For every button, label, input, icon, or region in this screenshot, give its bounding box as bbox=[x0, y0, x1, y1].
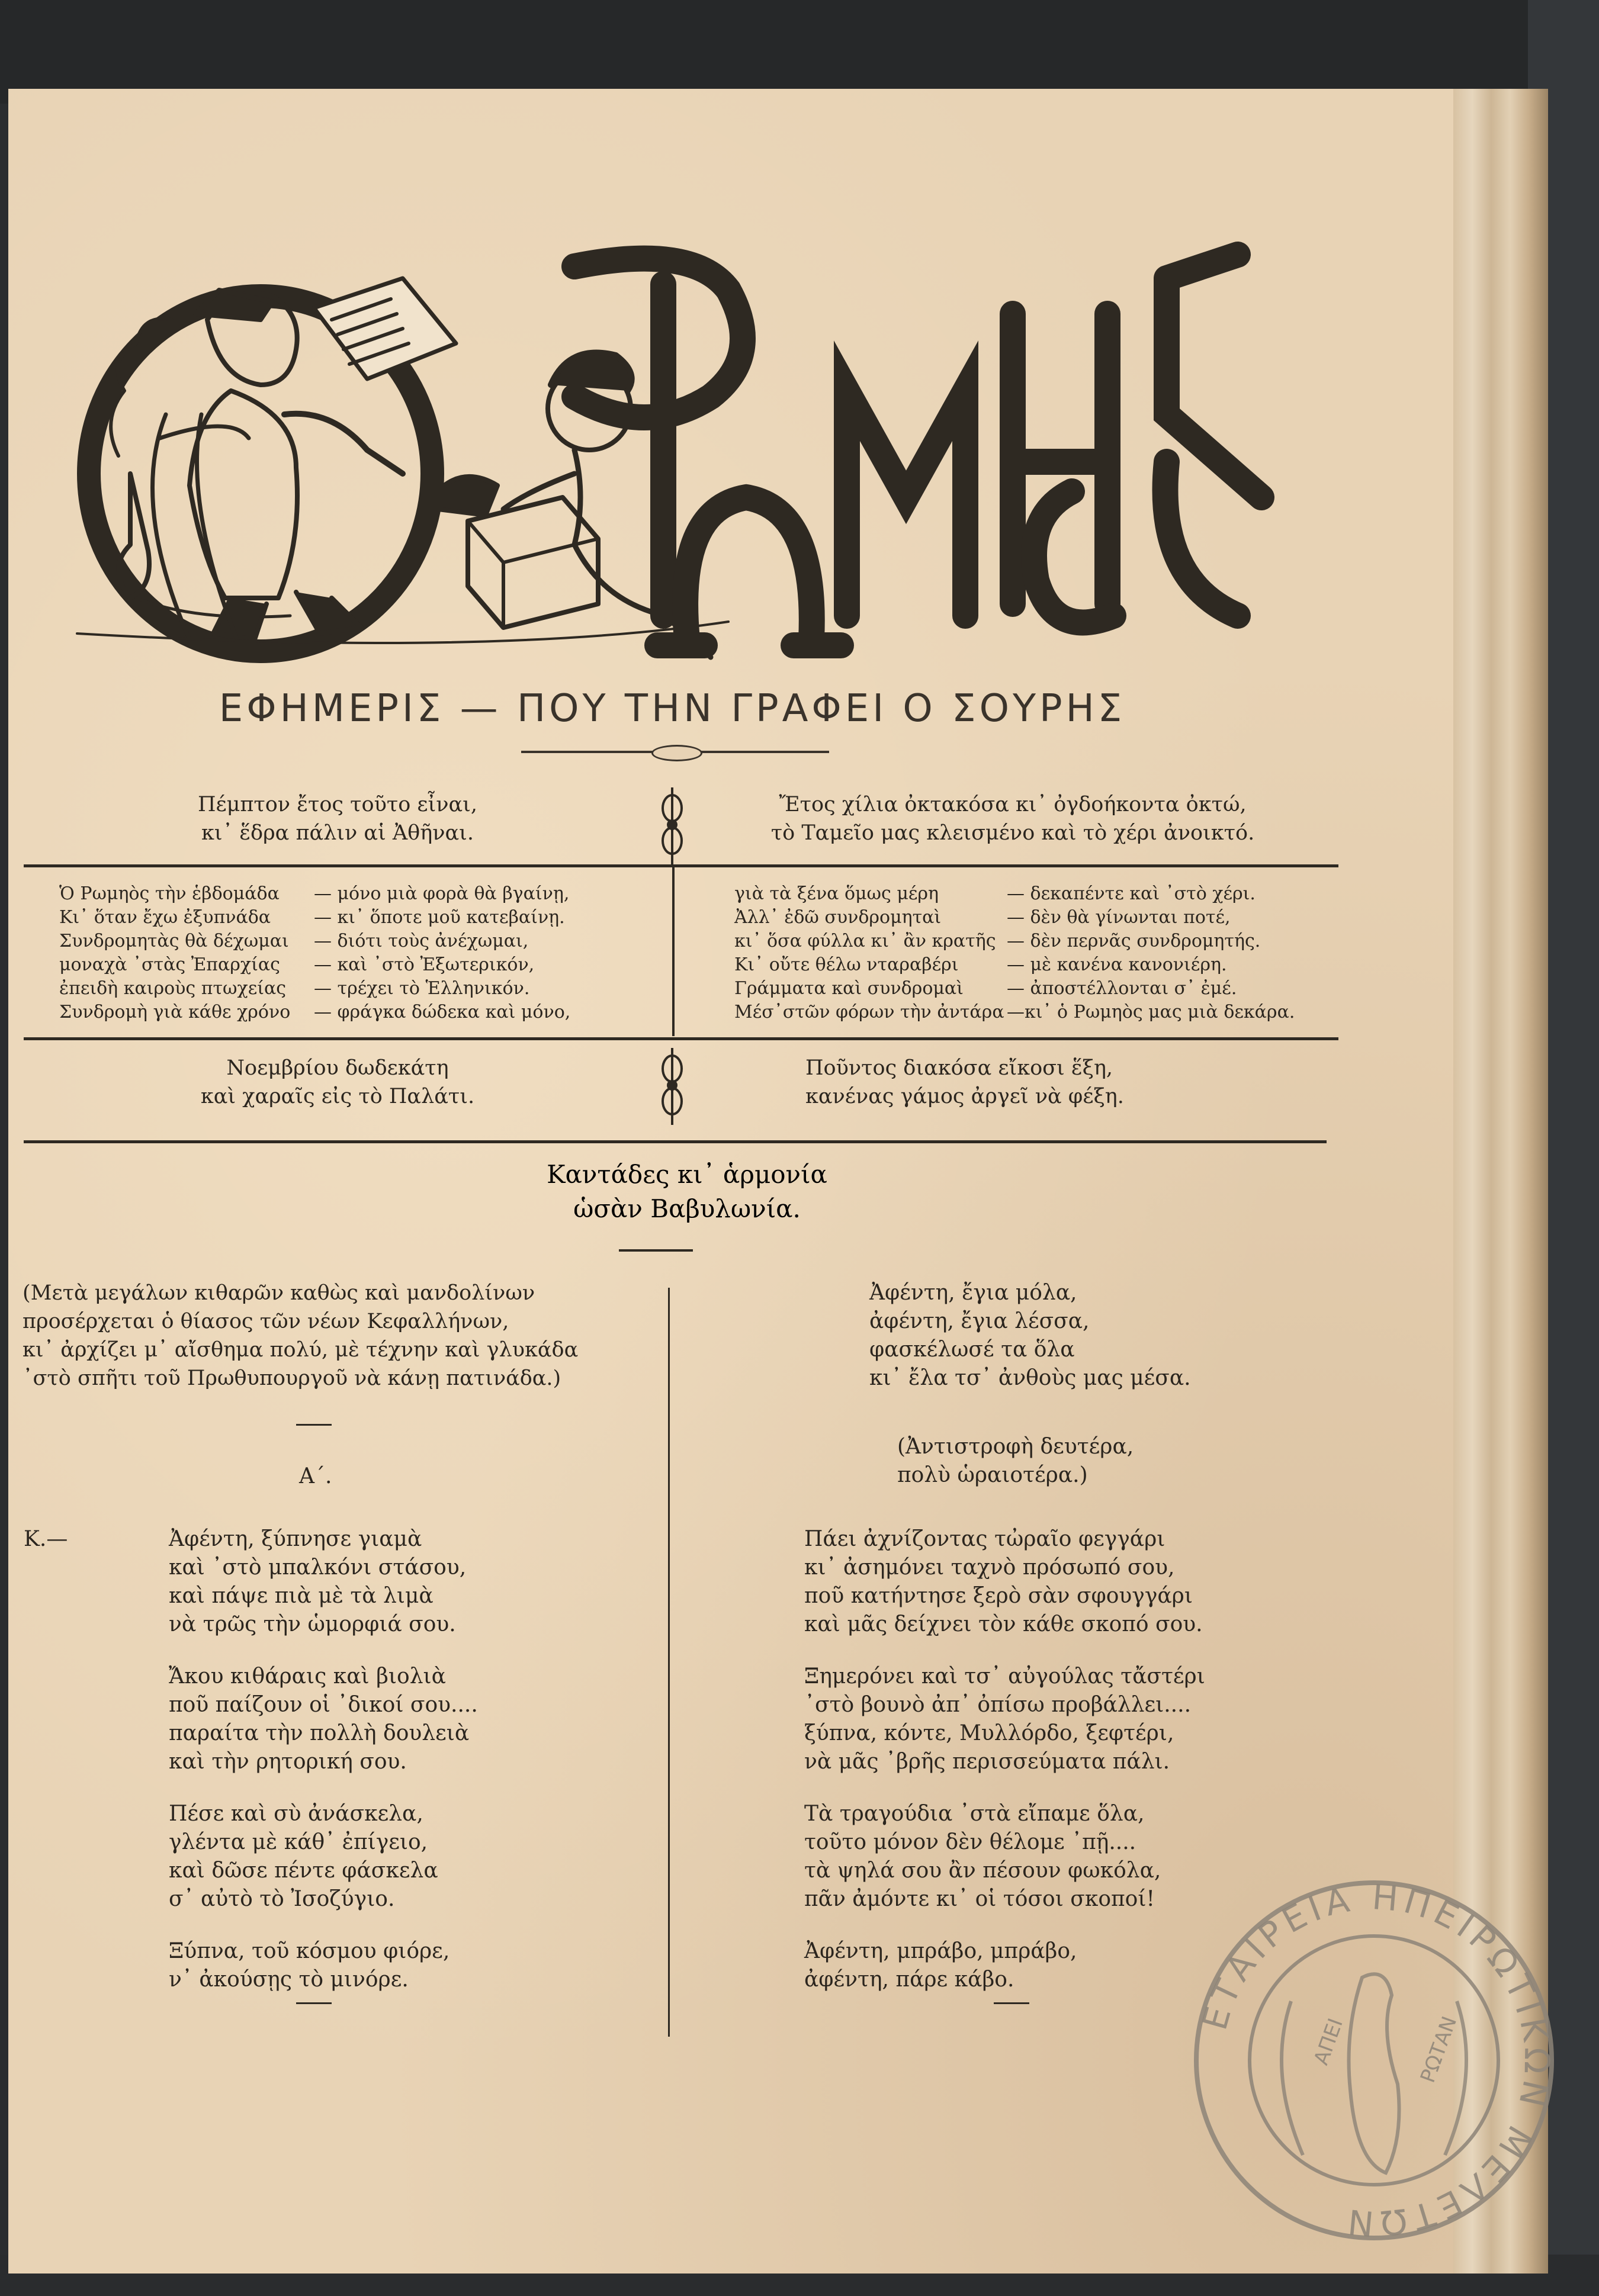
floral-ornament-icon bbox=[657, 1045, 687, 1128]
notice-row bbox=[734, 953, 1338, 977]
stanza bbox=[804, 1662, 1266, 1776]
verse-line: τὸ Ταμεῖο μας κλεισμένο καὶ τὸ χέρι ἀνοικτό. bbox=[770, 821, 1255, 845]
poem-line: προσέρχεται ὁ θίασος τῶν νέων Κεφαλλήνων, bbox=[23, 1310, 509, 1333]
stanza bbox=[169, 1662, 654, 1776]
notice-row bbox=[59, 953, 663, 977]
column-rule bbox=[668, 1288, 670, 2037]
stanza bbox=[169, 1800, 654, 1914]
library-stamp bbox=[1184, 1871, 1563, 2250]
notice-part: — διότι τοὺς ἀνέχωμαι, bbox=[314, 931, 529, 951]
header-verse-left bbox=[160, 790, 515, 847]
poem-line: κι᾽ ἀρχίζει μ᾽ αἴσθημα πολύ, μὲ τέχνην καὶ γλυκάδα bbox=[23, 1338, 579, 1362]
poem-line: γλέντα μὲ κάθ᾽ ἐπίγειο, bbox=[169, 1830, 428, 1854]
section-number: Α΄. bbox=[299, 1464, 332, 1488]
poem-line: πολὺ ὡραιοτέρα.) bbox=[897, 1463, 1088, 1487]
notice-row bbox=[59, 906, 663, 930]
notice-row bbox=[734, 1001, 1338, 1024]
article-title-line: Καντάδες κι᾽ ἁρμονία bbox=[547, 1160, 827, 1189]
poem-line: καὶ πάψε πιὰ μὲ τὰ λιμὰ bbox=[169, 1584, 434, 1608]
notice-right bbox=[734, 882, 1338, 1024]
poem-line: νὰ μᾶς ᾽βρῆς περισσεύματα πάλι. bbox=[804, 1750, 1170, 1774]
speaker-label: Κ.— bbox=[24, 1527, 68, 1551]
notice-part: — φράγκα δώδεκα καὶ μόνο, bbox=[314, 1002, 571, 1022]
rule bbox=[24, 1140, 1327, 1143]
notice-part: — δὲν περνᾶς συνδρομητής. bbox=[1007, 931, 1261, 951]
divider-ornament-center bbox=[651, 745, 702, 761]
poem-line: παραίτα τὴν πολλὴ δουλειὰ bbox=[169, 1721, 470, 1745]
poem-line: ποῦ κατήντησε ξερὸ σὰν σφουγγάρι bbox=[804, 1584, 1193, 1608]
stamp-inner-text: ΑΠΕΙ bbox=[1309, 2015, 1348, 2069]
stamp-ring-text: ΕΤΑΙΡΕΙΑ ΗΠΕΙΡΩΤΙΚΩΝ ΜΕΛΕΤΩΝ bbox=[1194, 1876, 1558, 2244]
date-verse-right bbox=[805, 1054, 1220, 1111]
date-verse-left bbox=[160, 1054, 515, 1111]
verse-line: Ποῦντος διακόσα εἴκοσι ἕξη, bbox=[805, 1056, 1113, 1080]
antistrophe-direction bbox=[897, 1433, 1253, 1490]
notice-part: Κι᾽ οὔτε θέλω νταραβέρι bbox=[734, 954, 959, 975]
notice-part: Γράμματα καὶ συνδρομαὶ bbox=[734, 978, 964, 999]
poem-line: Ἀφέντη, ξύπνησε γιαμὰ bbox=[169, 1527, 422, 1551]
poem-line: σ᾽ αὐτὸ τὸ Ἰσοζύγιο. bbox=[169, 1887, 395, 1911]
poem-line: ᾽στὸ σπῆτι τοῦ Πρωθυπουργοῦ νὰ κάνῃ πατινάδα.) bbox=[23, 1366, 561, 1390]
notice-part: γιὰ τὰ ξένα ὅμως μέρη bbox=[734, 883, 939, 904]
rule bbox=[619, 1249, 693, 1252]
poem-line: πᾶν ἀμόντε κι᾽ οἱ τόσοι σκοποί! bbox=[804, 1887, 1155, 1911]
poem-line: ξύπνα, κόντε, Μυλλόρδο, ξεφτέρι, bbox=[804, 1721, 1174, 1745]
poem-line: Ἀφέντη, μπράβο, μπράβο, bbox=[804, 1939, 1077, 1963]
poem-line: ποῦ παίζουν οἱ ᾽δικοί σου.... bbox=[169, 1693, 478, 1717]
notice-part: κι᾽ ὅσα φύλλα κι᾽ ἂν κρατῆς bbox=[734, 931, 996, 951]
poem-line: ἀφέντη, πάρε κάβο. bbox=[804, 1967, 1014, 1992]
poem-line: Πέσε καὶ σὺ ἀνάσκελα, bbox=[169, 1802, 423, 1826]
masthead bbox=[65, 166, 1344, 675]
poem-line: ἀφέντη, ἔγια λέσσα, bbox=[869, 1309, 1090, 1333]
rule bbox=[24, 1037, 1338, 1040]
poem-line: τοῦτο μόνον δὲν θέλομε ᾽πῇ.... bbox=[804, 1830, 1136, 1854]
poem-line: Τὰ τραγούδια ᾽στὰ εἴπαμε ὅλα, bbox=[804, 1802, 1145, 1826]
floral-ornament-icon bbox=[657, 784, 687, 867]
poem-line: καὶ δῶσε πέντε φάσκελα bbox=[169, 1858, 438, 1883]
notice-part: Ἀλλ᾽ ἐδῶ συνδρομηταὶ bbox=[734, 907, 942, 928]
poem-line: καὶ μᾶς δείχνει τὸν κάθε σκοπό σου. bbox=[804, 1612, 1203, 1636]
poem-line: καὶ ᾽στὸ μπαλκόνι στάσου, bbox=[169, 1555, 467, 1580]
notice-part: — ἀποστέλλονται σ᾽ ἐμέ. bbox=[1007, 978, 1237, 999]
poem-line: (Ἀντιστροφὴ δευτέρα, bbox=[897, 1435, 1134, 1459]
stanza bbox=[169, 1937, 654, 2004]
notice-row bbox=[734, 882, 1338, 906]
notice-part: — καὶ ᾽στὸ Ἐξωτερικόν, bbox=[314, 954, 535, 975]
binding-top bbox=[0, 0, 1599, 104]
poem-line: φασκέλωσέ τα ὅλα bbox=[869, 1337, 1075, 1362]
notice-row bbox=[734, 977, 1338, 1001]
notice-part: — μὲ κανένα κανονιέρη. bbox=[1007, 954, 1227, 975]
stamp-inner-text: ΡΩΤΑΝ bbox=[1415, 2013, 1462, 2086]
poem-right-first-stanza bbox=[869, 1279, 1284, 1393]
poem-line: Ξημερόνει καὶ τσ᾽ αὐγούλας τἄστέρι bbox=[804, 1664, 1205, 1689]
rule bbox=[994, 2002, 1029, 2004]
verse-line: Νοεμβρίου δωδεκάτη bbox=[226, 1056, 449, 1080]
poem-line: νὰ τρῶς τὴν ὡμορφιά σου. bbox=[169, 1612, 456, 1636]
notice-part: — δεκαπέντε καὶ ᾽στὸ χέρι. bbox=[1007, 883, 1256, 904]
poem-left-column bbox=[169, 1525, 654, 2028]
poem-line: Ἄκου κιθάραις καὶ βιολιὰ bbox=[169, 1664, 446, 1689]
notice-part: Κι᾽ ὅταν ἔχω ἐξυπνάδα bbox=[59, 907, 271, 928]
notice-part: — μόνο μιὰ φορὰ θὰ βγαίνῃ, bbox=[314, 883, 570, 904]
poem-line: κι᾽ ἀσημόνει ταχνὸ πρόσωπό σου, bbox=[804, 1555, 1175, 1580]
verse-line: Πέμπτον ἔτος τοῦτο εἶναι, bbox=[197, 793, 478, 816]
poem-line: (Μετὰ μεγάλων κιθαρῶν καθὼς καὶ μανδολίνων bbox=[23, 1281, 535, 1305]
notice-row bbox=[734, 906, 1338, 930]
notice-left bbox=[59, 882, 663, 1024]
poem-line: κι᾽ ἔλα τσ᾽ ἀνθοὺς μας μέσα. bbox=[869, 1366, 1191, 1390]
masthead-artwork bbox=[65, 166, 1344, 675]
notice-part: — δὲν θὰ γίνωνται ποτέ, bbox=[1007, 907, 1231, 928]
rule bbox=[296, 2002, 332, 2004]
rule bbox=[296, 1424, 332, 1426]
poem-line: ᾽στὸ βουνὸ ἀπ᾽ ὀπίσω προβάλλει.... bbox=[804, 1693, 1192, 1717]
poem-line: Ξύπνα, τοῦ κόσμου φιόρε, bbox=[169, 1939, 450, 1963]
notice-row bbox=[59, 930, 663, 953]
notice-part: — τρέχει τὸ Ἑλληνικόν. bbox=[314, 978, 530, 999]
poem-line: καὶ τὴν ρητορική σου. bbox=[169, 1750, 407, 1774]
verse-line: κι᾽ ἕδρα πάλιν αἱ Ἀθῆναι. bbox=[201, 821, 474, 845]
notice-row bbox=[59, 882, 663, 906]
notice-row bbox=[734, 930, 1338, 953]
masthead-subtitle: ΕΦΗΜΕΡΙΣ — ΠΟΥ ΤΗΝ ΓΡΑΦΕΙ Ο ΣΟΥΡΗΣ bbox=[219, 687, 1126, 731]
poem-line: ν᾽ ἀκούσῃς τὸ μινόρε. bbox=[169, 1967, 409, 1992]
article-title bbox=[509, 1157, 865, 1226]
notice-row bbox=[59, 977, 663, 1001]
verse-line: Ἔτος χίλια ὀκτακόσα κι᾽ ὀγδοήκοντα ὀκτώ, bbox=[779, 793, 1247, 816]
stage-direction bbox=[23, 1279, 650, 1393]
notice-part: —κι᾽ ὁ Ρωμηὸς μας μιὰ δεκάρα. bbox=[1007, 1002, 1295, 1022]
stanza bbox=[169, 1525, 654, 1639]
article-title-line: ὡσὰν Βαβυλωνία. bbox=[573, 1194, 801, 1223]
verse-line: κανένας γάμος ἀργεῖ νὰ φέξη. bbox=[805, 1085, 1124, 1108]
notice-part: Συνδρομητὰς θὰ δέχωμαι bbox=[59, 931, 289, 951]
notice-row bbox=[59, 1001, 663, 1024]
notice-part: μοναχὰ ᾽στὰς Ἐπαρχίας bbox=[59, 954, 280, 975]
rule bbox=[24, 864, 1338, 867]
poem-line: Πάει ἀχνίζοντας τὠραῖο φεγγάρι bbox=[804, 1527, 1165, 1551]
notice-part: Ὁ Ρωμηὸς τὴν ἑβδομάδα bbox=[59, 883, 280, 904]
stanza bbox=[804, 1525, 1266, 1639]
verse-line: καὶ χαραῖς εἰς τὸ Παλάτι. bbox=[200, 1085, 475, 1108]
notice-part: ἐπειδὴ καιροὺς πτωχείας bbox=[59, 978, 287, 999]
notice-part: Συνδρομὴ γιὰ κάθε χρόνο bbox=[59, 1002, 291, 1022]
column-rule bbox=[672, 867, 675, 1036]
notice-part: Μέσ᾽στῶν φόρων τὴν ἀντάρα bbox=[734, 1002, 1004, 1022]
poem-line: Ἀφέντη, ἔγια μόλα, bbox=[869, 1281, 1077, 1305]
poem-line: τὰ ψηλά σου ἂν πέσουν φωκόλα, bbox=[804, 1858, 1161, 1883]
header-verse-right bbox=[723, 790, 1303, 847]
notice-part: — κι᾽ ὅποτε μοῦ κατεβαίνῃ. bbox=[314, 907, 565, 928]
